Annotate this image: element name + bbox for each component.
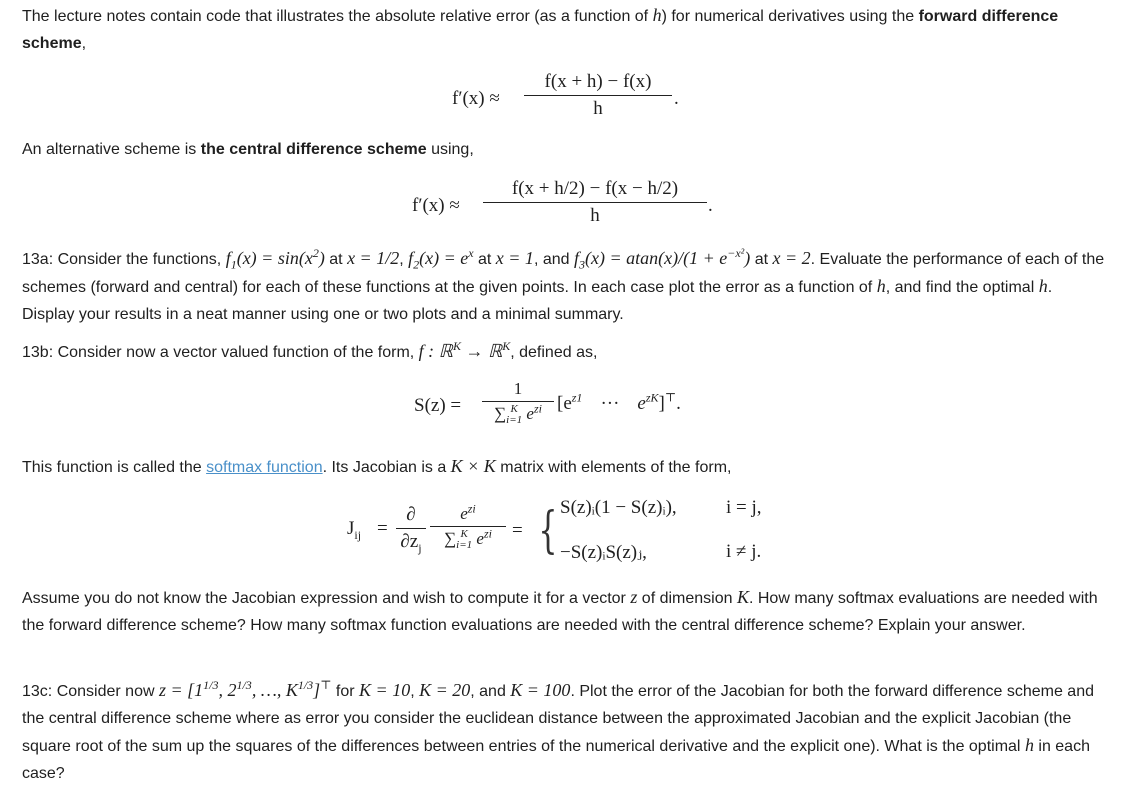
z-vector-sup: 1/3 <box>236 678 252 692</box>
math-f1-end: ) <box>318 248 325 268</box>
math-k-value: K = 100 <box>510 680 571 700</box>
math-k: K <box>736 587 749 607</box>
eq-central-fraction <box>483 178 707 227</box>
jacobian-num-e: e <box>460 504 468 523</box>
vector-sup: zK <box>645 390 659 405</box>
math-f1-sub: 1 <box>230 257 237 272</box>
z-vector-part: , …, K <box>251 680 298 700</box>
q13c-text: for <box>331 683 360 700</box>
math-h: h <box>1038 276 1048 296</box>
eq-softmax-vector <box>557 390 681 415</box>
sum-limits <box>506 404 522 426</box>
math-f3-sub: 3 <box>578 257 585 272</box>
softmax-text: matrix with elements of the form, <box>495 459 732 476</box>
sum-term-sup: zi <box>533 401 542 416</box>
question-label: 13c <box>22 683 48 700</box>
jacobian-j: J <box>347 518 355 539</box>
jacobian-num-sup: zi <box>467 501 476 516</box>
derivative-den-dz: ∂z <box>400 531 419 552</box>
q13a-text: . Display your results in a neat manner using one or two plots and a minimal summary. <box>22 279 1053 323</box>
q13a-text: , and <box>533 251 574 268</box>
math-f2-def: (x) = e <box>419 248 469 268</box>
math-mapping <box>419 341 511 361</box>
intro-text: ) for numerical derivatives using the <box>661 8 919 25</box>
z-vector-part: ] <box>313 680 321 700</box>
math-f3-sup: −x² <box>727 246 745 260</box>
q13a-text: . Evaluate the performance of each of the schemes (forward and central) for each of these functions at the given points. In each case plot the error as a function of <box>22 251 1105 296</box>
eq-softmax-denominator <box>482 402 554 426</box>
math-mapping-sup: K <box>452 339 461 353</box>
q13b-text: : Consider now a vector valued function of the form, <box>48 344 419 361</box>
z-vector-sup: 1/3 <box>297 678 314 692</box>
sum-symbol: ∑ <box>444 529 457 548</box>
q13a-text: at <box>473 251 496 268</box>
eq-jacobian-lhs <box>347 518 361 540</box>
eq-softmax-fraction <box>482 379 554 426</box>
math-x1: x = 1/2 <box>347 248 400 268</box>
q13a-text: at <box>750 251 773 268</box>
question-13a <box>22 245 1107 328</box>
derivative-numerator: ∂ <box>406 504 416 525</box>
sum-upper: K <box>460 528 468 541</box>
math-mapping-domain: f : ℝ <box>418 341 453 361</box>
derivative-den-sub: j <box>418 540 422 555</box>
math-x2: x = 1 <box>495 248 534 268</box>
q13c-text: , and <box>470 683 511 700</box>
softmax-text: This function is called the <box>22 459 207 476</box>
jacobian-cond-offdiagonal: i ≠ j. <box>726 541 762 562</box>
softmax-paragraph <box>22 453 1107 481</box>
sum-lower: i=1 <box>506 414 523 427</box>
math-mapping-sup: K <box>502 339 511 353</box>
jacobian-case-offdiagonal: −S(z)ᵢS(z)ⱼ, <box>560 542 647 563</box>
math-h: h <box>1024 735 1034 755</box>
eq-jacobian-equals: = <box>377 518 388 539</box>
z-vector-sup: 1/3 <box>203 678 219 692</box>
question-label: 13a <box>22 251 49 268</box>
eq-jacobian-fraction <box>430 501 506 552</box>
sum-symbol: ∑ <box>494 404 507 423</box>
q13c-text: , <box>410 683 420 700</box>
math-f1-def: (x) = sin(x <box>236 248 313 268</box>
central-scheme-bold: the central difference scheme <box>200 141 427 158</box>
eq-forward-denominator: h <box>593 98 603 119</box>
eq-softmax-dot: . <box>676 393 681 414</box>
intro-paragraph <box>22 2 1107 57</box>
eq-softmax-lhs: S(z) = <box>414 395 462 416</box>
left-brace: { <box>538 501 558 559</box>
intro-text: The lecture notes contain code that illustrates the absolute relative error (as a function of <box>22 8 653 25</box>
q13a-text: , <box>399 251 409 268</box>
math-f2-f: f <box>408 248 414 268</box>
sum-upper: K <box>510 403 518 416</box>
q13a-text: : Consider the functions, <box>48 251 226 268</box>
z-vector-part: , 2 <box>218 680 237 700</box>
softmax-function-link[interactable]: softmax function <box>206 459 323 476</box>
eq-forward-dot: . <box>674 88 679 109</box>
sum-term-sup: zi <box>483 526 492 541</box>
question-13c <box>22 677 1107 787</box>
math-z: z <box>630 587 638 607</box>
math-f3-def: (x) = atan(x)/(1 + e <box>584 248 728 268</box>
jacobian-denominator <box>430 527 506 551</box>
assume-text: Assume you do not know the Jacobian expression and wish to compute it for a vector <box>22 590 631 607</box>
alt-text: An alternative scheme is <box>22 141 201 158</box>
q13a-text: at <box>324 251 348 268</box>
assume-text: of dimension <box>637 590 737 607</box>
vector-sup: z1 <box>571 390 583 405</box>
question-13b <box>22 338 1107 366</box>
question-label: 13b <box>22 344 49 361</box>
jacobian-cond-diagonal: i = j, <box>726 497 762 518</box>
vector-open: [e <box>557 393 572 414</box>
q13c-text: in each case? <box>22 738 1090 782</box>
math-f3-f: f <box>573 248 579 268</box>
jacobian-sub: ij <box>354 527 362 542</box>
math-f1 <box>225 246 325 272</box>
vector-transpose: ⊤ <box>664 390 677 405</box>
q13b-text: , defined as, <box>510 344 598 361</box>
math-f3 <box>573 246 751 272</box>
math-h: h <box>876 276 886 296</box>
sum-term: e <box>476 529 484 548</box>
vector-last: e <box>637 393 646 414</box>
jacobian-case-diagonal: S(z)ᵢ(1 − S(z)ᵢ), <box>560 497 677 518</box>
math-x3: x = 2 <box>772 248 811 268</box>
math-f1-f: f <box>225 248 231 268</box>
math-z-vector <box>159 680 332 700</box>
eq-softmax-numerator: 1 <box>513 379 523 398</box>
q13c-text: : Consider now <box>47 683 159 700</box>
math-f2-sup: x <box>468 246 474 260</box>
math-f2 <box>408 246 474 272</box>
q13a-text: , and find the optimal <box>885 279 1039 296</box>
math-f3-end: ) <box>744 248 751 268</box>
eq-central-dot: . <box>708 195 713 216</box>
intro-text: , <box>81 35 87 52</box>
math-k-value: K = 20 <box>419 680 471 700</box>
eq-forward-numerator: f(x + h) − f(x) <box>544 71 652 92</box>
alt-text: using, <box>426 141 474 158</box>
math-f1-sup: 2 <box>312 246 319 260</box>
eq-forward-lhs: f′(x) ≈ <box>452 88 500 109</box>
eq-jacobian-equals: = <box>512 520 523 541</box>
jacobian-numerator <box>430 501 506 526</box>
z-vector-transpose: ⊤ <box>320 678 332 692</box>
math-k-value: K = 10 <box>359 680 411 700</box>
eq-central-lhs: f′(x) ≈ <box>412 195 460 216</box>
eq-forward-fraction <box>524 71 672 120</box>
alternative-paragraph <box>22 136 1107 163</box>
sum-limits <box>456 529 472 551</box>
forward-scheme-bold: forward difference scheme <box>22 8 1059 52</box>
math-h: h <box>652 5 662 25</box>
eq-central-numerator: f(x + h/2) − f(x − h/2) <box>511 178 679 199</box>
sum-lower: i=1 <box>456 539 473 552</box>
math-mapping-arrow: → ℝ <box>460 341 503 361</box>
assume-paragraph <box>22 584 1107 639</box>
math-dims: K × K <box>450 456 496 476</box>
vector-close: ] <box>658 393 665 414</box>
z-vector-part: z = [1 <box>158 680 204 700</box>
sum-term: e <box>526 404 534 423</box>
q13c-text: . Plot the error of the Jacobian for both the forward difference scheme and the central difference scheme where as error you consider the euclidean distance between the approximated Jacobian and the explicit Jacobian (the square root of the sum up the squares of the differences between entries of the numerical derivative and the explicit one). What is the optimal <box>22 683 1094 755</box>
math-f2-sub: 2 <box>413 257 420 272</box>
eq-jacobian-derivative <box>396 504 426 553</box>
derivative-denominator <box>396 529 426 553</box>
softmax-text: . Its Jacobian is a <box>322 459 451 476</box>
assume-text: . How many softmax evaluations are needed with the forward difference scheme? How many softmax function evaluations are needed with the central difference scheme? Explain your answer. <box>22 590 1098 634</box>
eq-central-denominator: h <box>590 205 600 226</box>
vector-dots: ··· <box>600 393 620 414</box>
